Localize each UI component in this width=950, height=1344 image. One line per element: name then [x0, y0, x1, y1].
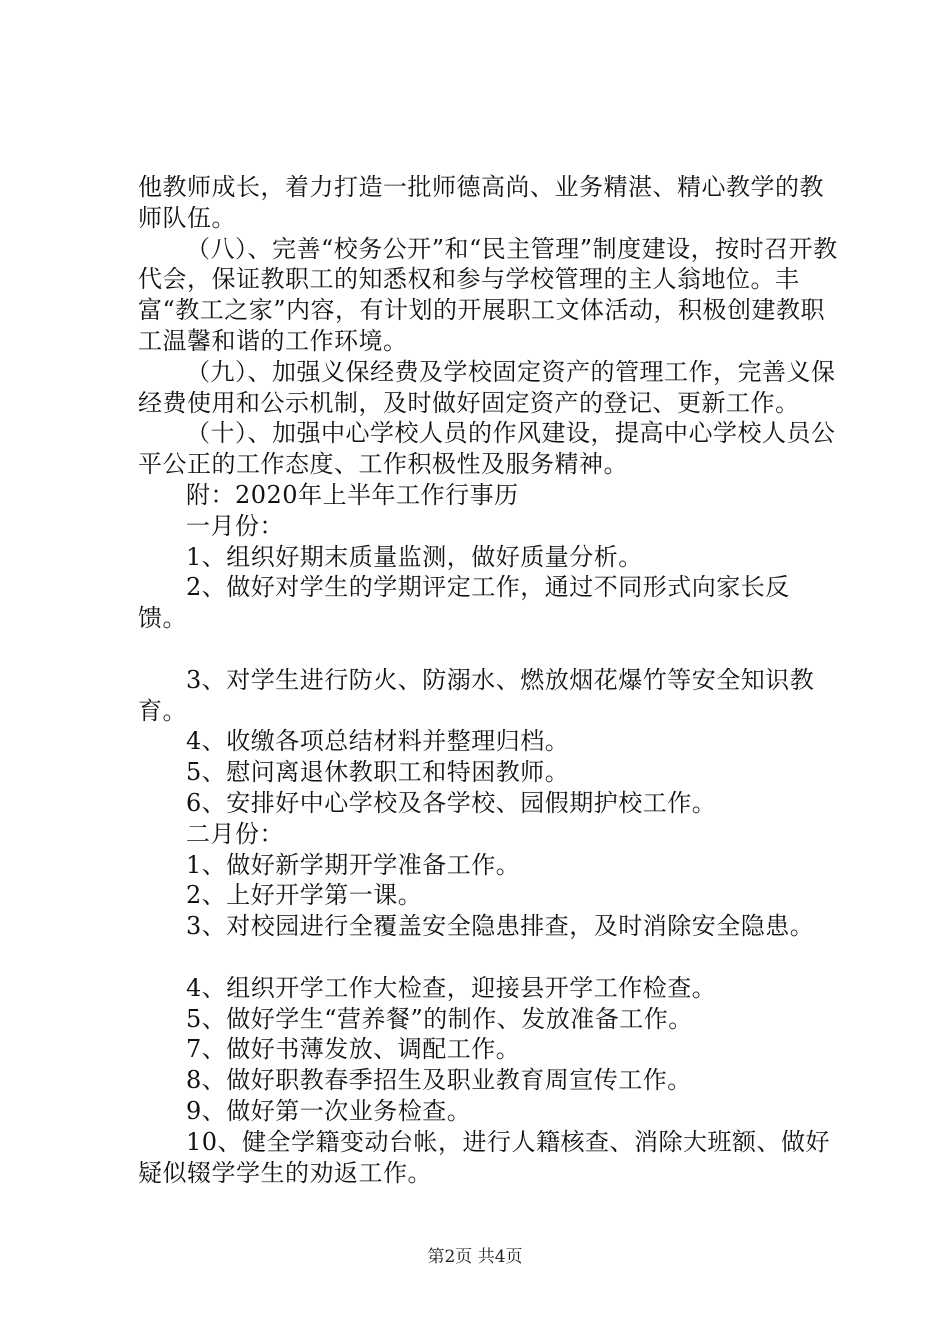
paragraph: 附：2020年上半年工作行事历 — [186, 480, 519, 509]
paragraph: 2、做好对学生的学期评定工作，通过不同形式向家长反馈。 — [138, 573, 790, 633]
paragraph: 8、做好职教春季招生及职业教育周宣传工作。 — [186, 1066, 692, 1095]
paragraph: 他教师成长，着力打造一批师德高尚、业务精湛、精心教学的教师队伍。 — [138, 173, 824, 232]
paragraph: 5、慰问离退休教职工和特困教师。 — [186, 758, 570, 787]
page-footer: 第2页 共4页 — [427, 1247, 523, 1267]
paragraph: 3、对学生进行防火、防溺水、燃放烟花爆竹等安全知识教育。 — [138, 665, 815, 725]
paragraph: （八）、完善“校务公开”和“民主管理”制度建设，按时召开教代会，保证教职工的知悉权和参与学校管理的主人翁地位。丰富“教工之家”内容，有计划的开展职工文体活动，积极创建教职工温馨和谐的工作环境。 — [138, 234, 838, 355]
document-body — [138, 172, 838, 1188]
paragraph: 10、健全学籍变动台帐，进行人籍核查、消除大班额、做好疑似辍学学生的劝返工作。 — [138, 1127, 831, 1187]
paragraph: 5、做好学生“营养餐”的制作、发放准备工作。 — [186, 1004, 693, 1033]
paragraph: 2、上好开学第一课。 — [186, 881, 423, 910]
paragraph: 9、做好第一次业务检查。 — [186, 1096, 472, 1125]
paragraph: 二月份： — [186, 819, 284, 848]
paragraph: 4、收缴各项总结材料并整理归档。 — [186, 727, 570, 756]
paragraph: （九）、加强义保经费及学校固定资产的管理工作，完善义保经费使用和公示机制，及时做好固定资产的登记、更新工作。 — [138, 357, 836, 417]
paragraph: 3、对校园进行全覆盖安全隐患排查，及时消除安全隐患。 — [186, 912, 815, 941]
paragraph: 7、做好书薄发放、调配工作。 — [186, 1035, 521, 1064]
paragraph: （十）、加强中心学校人员的作风建设，提高中心学校人员公平公正的工作态度、工作积极性及服务精神。 — [138, 419, 836, 479]
paragraph: 1、组织好期末质量监测，做好质量分析。 — [186, 542, 643, 571]
paragraph: 1、做好新学期开学准备工作。 — [186, 850, 521, 879]
paragraph: 4、组织开学工作大检查，迎接县开学工作检查。 — [186, 973, 717, 1002]
paragraph: 一月份： — [186, 511, 284, 540]
paragraph: 6、安排好中心学校及各学校、园假期护校工作。 — [186, 788, 717, 817]
paragraph-spacer — [138, 634, 838, 665]
paragraph-spacer — [138, 942, 838, 973]
